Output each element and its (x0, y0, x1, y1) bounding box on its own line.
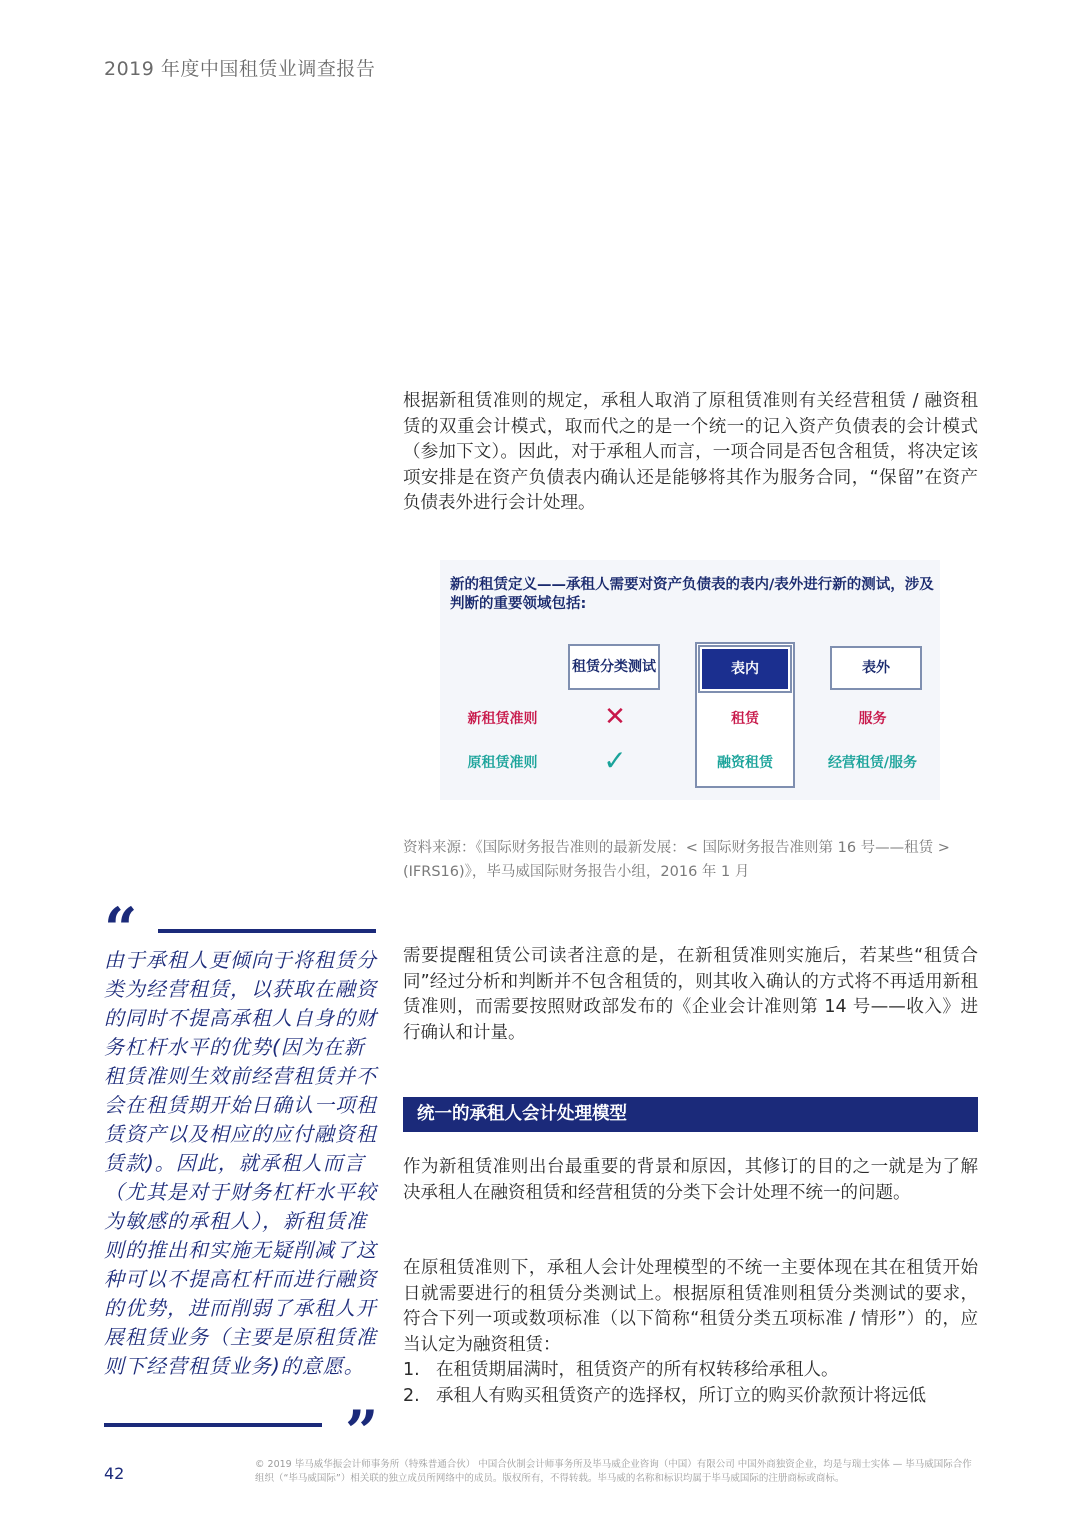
lease-definition-diagram (440, 560, 940, 800)
old-standard-paragraph-text: 在原租赁准则下，承租人会计处理模型的不统一主要体现在其在租赁开始日就需要进行的租赁分类测试上。根据原租赁准则租赁分类测试的要求，符合下列一项或数项标准（以下简称“租赁分类五项标准 / 情形”）的，应当认定为融资租赁： (403, 1258, 978, 1355)
report-header-title: 2019 年度中国租赁业调查报告 (104, 58, 376, 80)
page-number: 42 (104, 1464, 125, 1483)
pull-quote-text: 由于承租人更倾向于将租赁分类为经营租赁，以获取在融资的同时不提高承租人自身的财务杠杆水平的优势(因为在新租赁准则生效前经营租赁并不会在租赁期开始日确认一项租赁资产以及相应的应付融资租赁款)。因此，就承租人而言（尤其是对于财务杠杆水平较为敏感的承租人），新租赁准则的推出和实施无疑削减了这种可以不提高杠杆而进行融资的优势，进而削弱了承租人开展租赁业务（主要是原租赁准则下经营租赁业务)的意愿。 (104, 948, 377, 1378)
purpose-paragraph-text: 作为新租赁准则出台最重要的背景和原因，其修订的目的之一就是为了解决承租人在融资租赁和经营租赁的分类下会计处理不统一的问题。 (403, 1157, 978, 1203)
purpose-paragraph (403, 1155, 978, 1206)
on-balance-sheet-header: 表内 (700, 647, 790, 691)
cross-icon: ✕ (604, 702, 626, 732)
intro-paragraph (403, 389, 978, 517)
intro-paragraph-text: 根据新租赁准则的规定，承租人取消了原租赁准则有关经营租赁 / 融资租赁的双重会计模式，取而代之的是一个统一的记入资产负债表的会计模式（参加下文）。因此，对于承租人而言，一项合同是否包含租赁，将决定该项安排是在资产负债表内确认还是能够将其作为服务合同，“保留”在资产负债表外进行会计处理。 (403, 391, 978, 513)
reminder-paragraph-text: 需要提醒租赁公司读者注意的是，在新租赁准则实施后，若某些“租赁合同”经过分析和判断并不包含租赁的，则其收入确认的方式将不再适用新租赁准则，而需要按照财政部发布的《企业会计准则第 14 号——收入》进行确认和计量。 (403, 946, 978, 1043)
criteria-number: 1. (403, 1360, 420, 1380)
criteria-item (403, 1384, 978, 1410)
old-standard-label: 原租赁准则 (467, 755, 538, 771)
quote-close-mark: ” (345, 1398, 379, 1466)
off-balance-sheet-header: 表外 (830, 646, 922, 690)
diagram-title: 新的租赁定义——承租人需要对资产负债表的表内/表外进行新的测试，涉及判断的重要领域包括: (450, 577, 934, 612)
quote-divider-top (158, 929, 376, 933)
new-standard-off-balance: 服务 (858, 711, 887, 727)
footer-copyright: © 2019 毕马威华振会计师事务所（特殊普通合伙） 中国合伙制会计师事务所及毕马威企业咨询（中国）有限公司 中国外商独资企业，均是与瑞士实体 — 毕马威国际合作组织（“毕马威国际”）相关联的独立成员所网络中的成员。版权所有，不得转载。毕马威的名称和标识均属于毕马威国际的注册商标或商标。 (255, 1459, 972, 1484)
lease-classification-test-header: 租赁分类测试 (568, 644, 660, 690)
quote-open-mark: “ (104, 895, 138, 963)
old-standard-paragraph (403, 1256, 978, 1409)
old-standard-off-balance: 经营租赁/服务 (827, 755, 918, 771)
check-icon: ✓ (603, 744, 627, 777)
quote-divider-bottom (104, 1423, 322, 1427)
criteria-item (403, 1358, 978, 1384)
criteria-text: 承租人有购买租赁资产的选择权，所订立的购买价款预计将远低 (436, 1385, 926, 1406)
section-heading: 统一的承租人会计处理模型 (403, 1097, 978, 1132)
criteria-number: 2. (403, 1385, 420, 1406)
criteria-text: 在租赁期届满时，租赁资产的所有权转移给承租人。 (436, 1360, 839, 1380)
new-standard-label: 新租赁准则 (467, 711, 538, 727)
reminder-paragraph (403, 944, 978, 1046)
source-note: 资料来源：《国际财务报告准则的最新发展：< 国际财务报告准则第 16 号——租赁 >(IFRS16)》，毕马威国际财务报告小组，2016 年 1 月 (403, 840, 950, 880)
new-standard-on-balance: 租赁 (731, 711, 759, 727)
old-standard-on-balance: 融资租赁 (717, 755, 773, 771)
